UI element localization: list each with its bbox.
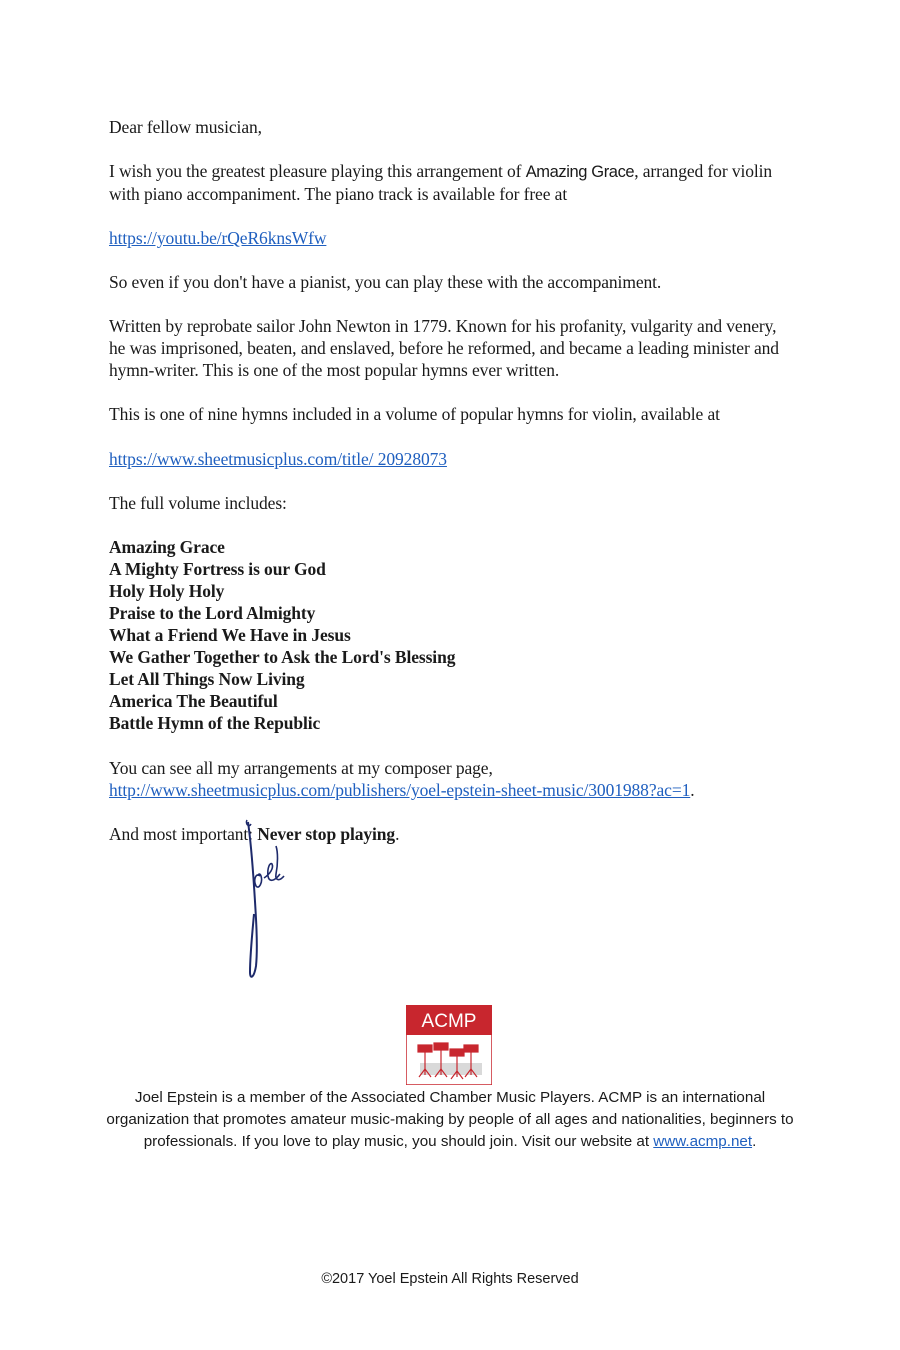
volume-link-paragraph — [109, 448, 809, 470]
signature-image — [236, 816, 296, 982]
youtube-paragraph — [109, 227, 809, 249]
acmp-description-end: . — [752, 1133, 757, 1150]
hymn-list — [109, 536, 455, 734]
full-volume-label: The full volume includes: — [109, 493, 287, 513]
no-pianist-paragraph: So even if you don't have a pianist, you can play these with the accompaniment. — [109, 272, 662, 292]
hymn-item: Let All Things Now Living — [109, 669, 305, 689]
acmp-description — [100, 1087, 800, 1153]
hymn-item: What a Friend We Have in Jesus — [109, 625, 351, 645]
volume-link[interactable]: https://www.sheetmusicplus.com/title/ 20928073 — [109, 449, 447, 469]
composer-link[interactable]: http://www.sheetmusicplus.com/publishers/yoel-epstein-sheet-music/3001988?ac=1 — [109, 780, 691, 800]
intro-title: Amazing Grace — [525, 163, 635, 181]
composer-page-text: You can see all my arrangements at my composer page, — [109, 758, 493, 778]
hymn-item: Holy Holy Holy — [109, 581, 225, 601]
history-paragraph: Written by reprobate sailor John Newton in 1779. Known for his profanity, vulgarity and venery, he was imprisoned, beaten, and enslaved, before he reformed, and became a leading minister and hymn-writer. This is one of the most popular hymns ever written. — [109, 316, 779, 380]
volume-intro: This is one of nine hymns included in a volume of popular hymns for violin, available at — [109, 404, 720, 424]
copyright: ©2017 Yoel Epstein All Rights Reserved — [321, 1271, 579, 1287]
acmp-logo-text: ACMP — [421, 1011, 477, 1032]
hymn-item: We Gather Together to Ask the Lord's Blessing — [109, 647, 456, 667]
closing-period: . — [395, 824, 400, 844]
acmp-website-link[interactable]: www.acmp.net — [653, 1133, 753, 1150]
hymn-item: Amazing Grace — [109, 537, 225, 557]
acmp-description-text: Joel Epstein is a member of the Associated Chamber Music Players. ACMP is an international organization that promotes amateur music-making by people of all ages and nationalities, beginners to professionals. If you love to play music, you should join. Visit our website at — [106, 1089, 794, 1150]
intro-text-end: , arranged for violin with piano accompaniment. The piano track is available for free at — [109, 161, 773, 204]
closing-paragraph — [109, 823, 809, 845]
hymn-item: America The Beautiful — [109, 691, 278, 711]
hymn-item: Praise to the Lord Almighty — [109, 603, 316, 623]
intro-paragraph — [109, 160, 779, 205]
youtube-link[interactable]: https://youtu.be/rQeR6knsWfw — [109, 228, 327, 248]
composer-period: . — [690, 780, 695, 800]
composer-paragraph — [109, 757, 829, 801]
acmp-logo — [406, 1005, 492, 1085]
hymn-item: Battle Hymn of the Republic — [109, 713, 321, 733]
closing-emphasis: Never stop playing — [257, 824, 396, 844]
closing-text: And most important: — [109, 824, 258, 844]
intro-text: I wish you the greatest pleasure playing this arrangement of — [109, 161, 526, 181]
hymn-item: A Mighty Fortress is our God — [109, 559, 326, 579]
greeting: Dear fellow musician, — [109, 117, 262, 137]
